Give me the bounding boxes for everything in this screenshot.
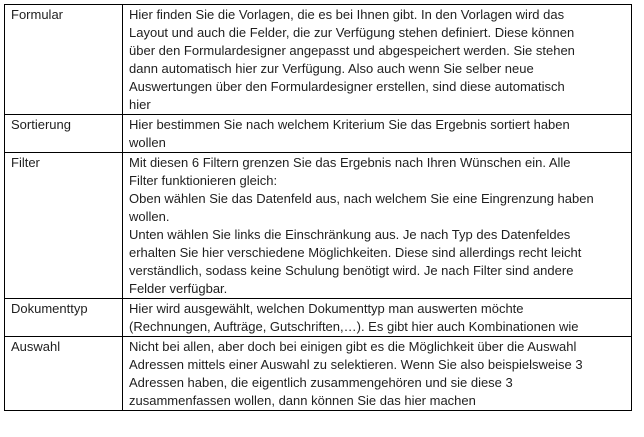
table-row	[5, 115, 632, 153]
description-line: (Rechnungen, Aufträge, Gutschriften,…). Es gibt hier auch Kombinationen wie	[129, 319, 579, 334]
description-line: über den Formulardesigner angepasst und abgespeichert werden. Sie stehen	[129, 43, 575, 58]
description-cell	[123, 115, 632, 153]
description-line: erhalten Sie hier verschiedene Möglichkeiten. Diese sind allerdings recht leicht	[129, 245, 582, 260]
description-line: Hier bestimmen Sie nach welchem Kriterium Sie das Ergebnis sortiert haben	[129, 117, 570, 132]
description-line: Adressen mittels einer Auswahl zu selektieren. Wenn Sie also beispielsweise 3	[129, 357, 583, 372]
term-cell	[5, 5, 123, 115]
description-cell	[123, 337, 632, 411]
description-line: Filter funktionieren gleich:	[129, 173, 278, 188]
description-line: dann automatisch hier zur Verfügung. Also auch wenn Sie selber neue	[129, 61, 534, 76]
description-line: Felder verfügbar.	[129, 281, 228, 296]
description-line: Adressen haben, die eigentlich zusammengehören und sie diese 3	[129, 375, 513, 390]
description-line: Mit diesen 6 Filtern grenzen Sie das Ergebnis nach Ihren Wünschen ein. Alle	[129, 155, 571, 170]
description-line: Layout und auch die Felder, die zur Verfügung stehen definiert. Diese können	[129, 25, 575, 40]
description-line: Oben wählen Sie das Datenfeld aus, nach welchem Sie eine Eingrenzung haben	[129, 191, 594, 206]
table-row	[5, 299, 632, 337]
description-line: Hier finden Sie die Vorlagen, die es bei Ihnen gibt. In den Vorlagen wird das	[129, 7, 565, 22]
description-line: wollen	[129, 135, 166, 150]
description-line: zusammenfassen wollen, dann können Sie das hier machen	[129, 393, 476, 408]
description-line: verständlich, sodass keine Schulung benötigt wird. Je nach Filter sind andere	[129, 263, 574, 278]
term-label: Auswahl	[11, 339, 61, 354]
description-line: Auswertungen über den Formulardesigner erstellen, sind diese automatisch	[129, 79, 565, 94]
term-label: Sortierung	[11, 117, 71, 132]
description-cell	[123, 153, 632, 299]
definition-table	[4, 4, 632, 411]
description-line: Nicht bei allen, aber doch bei einigen gibt es die Möglichkeit über die Auswahl	[129, 339, 577, 354]
term-label: Dokumenttyp	[11, 301, 88, 316]
term-cell	[5, 115, 123, 153]
description-cell	[123, 5, 632, 115]
description-line: hier	[129, 97, 151, 112]
description-cell	[123, 299, 632, 337]
term-cell	[5, 299, 123, 337]
term-cell	[5, 337, 123, 411]
table-row	[5, 337, 632, 411]
table-row	[5, 5, 632, 115]
table-row	[5, 153, 632, 299]
term-cell	[5, 153, 123, 299]
clipped-description	[129, 300, 625, 336]
description-line: Unten wählen Sie links die Einschränkung aus. Je nach Typ des Datenfeldes	[129, 227, 571, 242]
term-label: Formular	[11, 7, 64, 22]
description-line: Hier wird ausgewählt, welchen Dokumenttyp man auswerten möchte	[129, 301, 524, 316]
description-line: wollen.	[129, 209, 170, 224]
term-label: Filter	[11, 155, 40, 170]
